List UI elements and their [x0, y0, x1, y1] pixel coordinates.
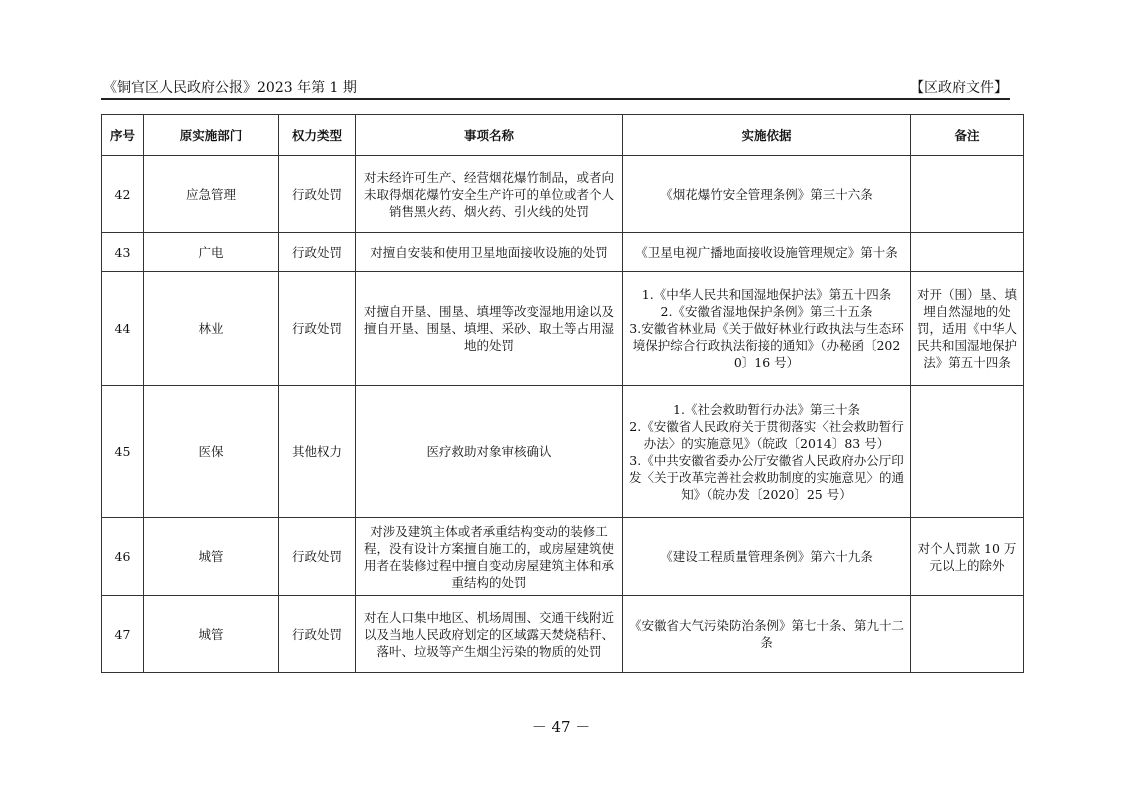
col-header-no: 序号	[102, 115, 144, 156]
row-basis	[623, 233, 911, 272]
row-basis	[623, 156, 911, 233]
row-basis	[623, 596, 911, 673]
row-dept: 广电	[144, 233, 279, 272]
row-item: 对擅自安装和使用卫星地面接收设施的处罚	[356, 233, 623, 272]
row-dept: 林业	[144, 272, 279, 386]
row-item: 医疗救助对象审核确认	[356, 386, 623, 518]
col-header-type: 权力类型	[279, 115, 356, 156]
row-basis	[623, 272, 911, 386]
row-note: 对开（围）垦、填埋自然湿地的处罚，适用《中华人民共和国湿地保护法》第五十四条	[911, 272, 1024, 386]
row-note	[911, 596, 1024, 673]
row-note	[911, 156, 1024, 233]
table-row	[102, 596, 1024, 673]
row-dept: 医保	[144, 386, 279, 518]
basis-line: 2.《安徽省人民政府关于贯彻落实〈社会救助暂行办法〉的实施意见》（皖政〔2014〕83 号）	[629, 418, 904, 451]
basis-line: 《安徽省大气污染防治条例》第七十条、第九十二条	[628, 618, 904, 650]
row-type: 行政处罚	[279, 596, 356, 673]
basis-line: 1.《社会救助暂行办法》第三十条	[673, 401, 860, 417]
row-note	[911, 386, 1024, 518]
row-item: 对擅自开垦、围垦、填埋等改变湿地用途以及擅自开垦、围垦、填埋、采砂、取土等占用湿地的处罚	[356, 272, 623, 386]
row-note: 对个人罚款 10 万元以上的除外	[911, 518, 1024, 596]
basis-line: 《建设工程质量管理条例》第六十九条	[660, 549, 873, 564]
row-dept: 城管	[144, 596, 279, 673]
basis-line: 2.《安徽省湿地保护条例》第三十五条	[660, 304, 873, 319]
row-item: 对在人口集中地区、机场周围、交通干线附近以及当地人民政府划定的区域露天焚烧秸秆、落叶、垃圾等产生烟尘污染的物质的处罚	[356, 596, 623, 673]
col-header-dept: 原实施部门	[144, 115, 279, 156]
row-type: 其他权力	[279, 386, 356, 518]
row-type: 行政处罚	[279, 156, 356, 233]
row-dept: 应急管理	[144, 156, 279, 233]
col-header-basis: 实施依据	[623, 115, 911, 156]
table-row	[102, 156, 1024, 233]
row-no: 46	[102, 518, 144, 596]
col-header-item: 事项名称	[356, 115, 623, 156]
gazette-title: 《铜官区人民政府公报》2023 年第 1 期	[103, 80, 357, 96]
row-no: 45	[102, 386, 144, 518]
power-list-table	[101, 114, 1024, 673]
basis-line: 3.安徽省林业局《关于做好林业行政执法与生态环境保护综合行政执法衔接的通知》（办秘函〔2020〕16 号）	[629, 321, 904, 370]
row-type: 行政处罚	[279, 233, 356, 272]
table-row	[102, 518, 1024, 596]
row-no: 47	[102, 596, 144, 673]
row-no: 43	[102, 233, 144, 272]
row-type: 行政处罚	[279, 518, 356, 596]
row-item: 对未经许可生产、经营烟花爆竹制品，或者向未取得烟花爆竹安全生产许可的单位或者个人销售黑火药、烟火药、引火线的处罚	[356, 156, 623, 233]
row-basis	[623, 386, 911, 518]
col-header-note: 备注	[911, 115, 1024, 156]
row-no: 44	[102, 272, 144, 386]
table-row	[102, 233, 1024, 272]
row-item: 对涉及建筑主体或者承重结构变动的装修工程，没有设计方案擅自施工的，或房屋建筑使用者在装修过程中擅自变动房屋建筑主体和承重结构的处罚	[356, 518, 623, 596]
row-dept: 城管	[144, 518, 279, 596]
section-label: 【区政府文件】	[910, 80, 1008, 96]
basis-line: 《烟花爆竹安全管理条例》第三十六条	[660, 186, 873, 202]
table-row	[102, 272, 1024, 386]
row-no: 42	[102, 156, 144, 233]
page-number: － 47 －	[531, 718, 591, 736]
page-header	[101, 76, 1010, 100]
row-note	[911, 233, 1024, 272]
row-type: 行政处罚	[279, 272, 356, 386]
basis-line: 1.《中华人民共和国湿地保护法》第五十四条	[641, 287, 892, 302]
basis-line: 3.《中共安徽省委办公厅安徽省人民政府办公厅印发〈关于改革完善社会救助制度的实施意见〉的通知》（皖办发〔2020〕25 号）	[628, 452, 904, 502]
table-row	[102, 386, 1024, 518]
basis-line: 《卫星电视广播地面接收设施管理规定》第十条	[635, 244, 898, 260]
row-basis	[623, 518, 911, 596]
table-header-row	[102, 115, 1024, 156]
